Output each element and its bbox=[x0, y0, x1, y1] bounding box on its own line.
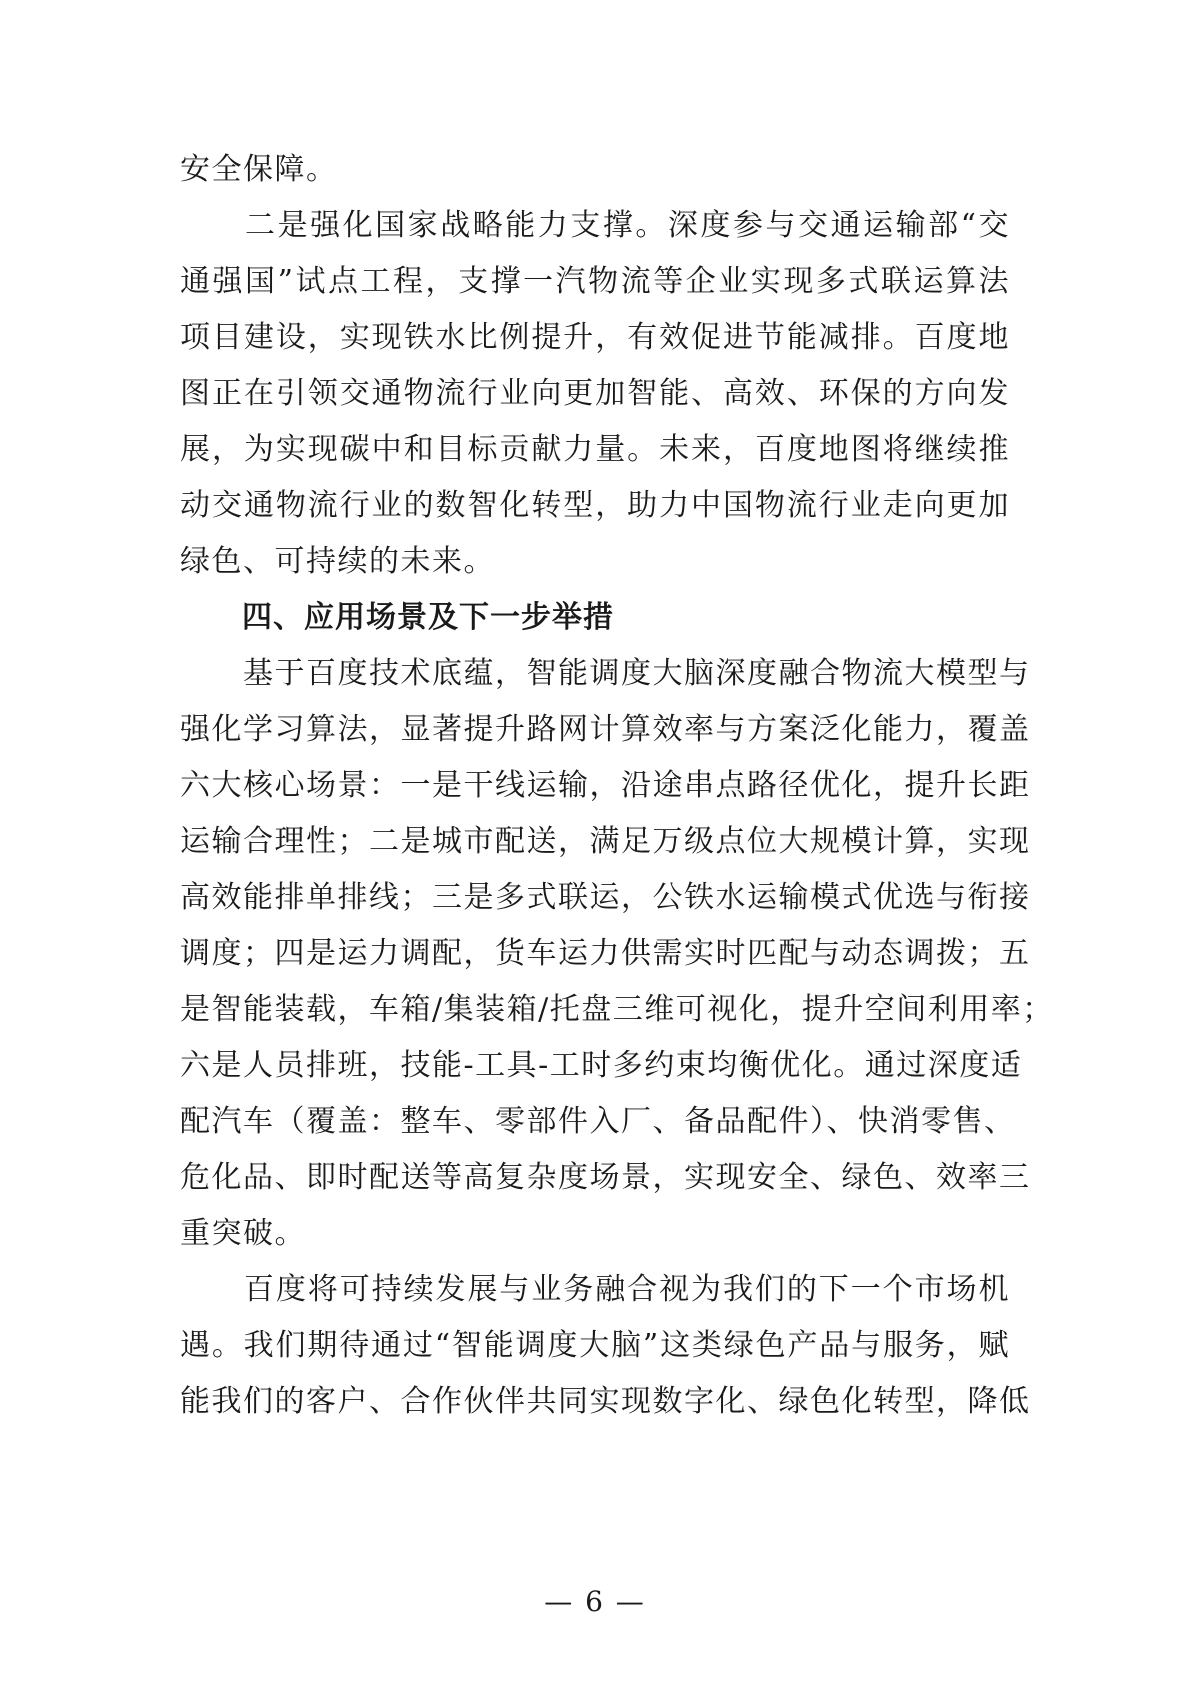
text-line: 安全保障。 bbox=[180, 152, 338, 187]
text-line: 百度将可持续发展与业务融合视为我们的下一个市场机 bbox=[180, 1272, 1010, 1307]
text-line: 高效能排单排线；三是多式联运，公铁水运输模式优选与衔接 bbox=[180, 880, 1031, 915]
text-line: 绿色、可持续的未来。 bbox=[180, 544, 495, 579]
text-line: 运输合理性；二是城市配送，满足万级点位大规模计算，实现 bbox=[180, 824, 1031, 859]
text-line: 通强国”试点工程，支撑一汽物流等企业实现多式联运算法 bbox=[180, 264, 1010, 299]
text-line: 重突破。 bbox=[180, 1216, 306, 1251]
text-line: 调度；四是运力调配，货车运力供需实时匹配与动态调拨；五 bbox=[180, 936, 1031, 971]
text-line: 强化学习算法，显著提升路网计算效率与方案泛化能力，覆盖 bbox=[180, 712, 1031, 747]
text-line: 动交通物流行业的数智化转型，助力中国物流行业走向更加 bbox=[180, 488, 1010, 523]
page-number: — 6 — bbox=[544, 1585, 646, 1618]
text-line: 遇。我们期待通过“智能调度大脑”这类绿色产品与服务，赋 bbox=[180, 1328, 1010, 1363]
text-line: 基于百度技术底蕴，智能调度大脑深度融合物流大模型与 bbox=[180, 656, 1031, 691]
text-line: 项目建设，实现铁水比例提升，有效促进节能减排。百度地 bbox=[180, 320, 1010, 355]
text-line: 配汽车（覆盖：整车、零部件入厂、备品配件）、快消零售、 bbox=[180, 1104, 1016, 1139]
text-line: 能我们的客户、合作伙伴共同实现数字化、绿色化转型，降低 bbox=[180, 1384, 1031, 1419]
text-line: 六是人员排班，技能-工具-工时多约束均衡优化。通过深度适 bbox=[180, 1048, 1023, 1083]
text-line: 是智能装载，车箱/集装箱/托盘三维可视化，提升空间利用率； bbox=[180, 992, 1054, 1027]
text-line: 危化品、即时配送等高复杂度场景，实现安全、绿色、效率三 bbox=[180, 1160, 1031, 1195]
text-line: 二是强化国家战略能力支撑。深度参与交通运输部“交 bbox=[180, 208, 1010, 243]
text-line: 六大核心场景：一是干线运输，沿途串点路径优化，提升长距 bbox=[180, 768, 1031, 803]
section-heading: 四、应用场景及下一步举措 bbox=[180, 600, 614, 635]
text-line: 图正在引领交通物流行业向更加智能、高效、环保的方向发 bbox=[180, 376, 1010, 411]
text-line: 展，为实现碳中和目标贡献力量。未来，百度地图将继续推 bbox=[180, 432, 1010, 467]
